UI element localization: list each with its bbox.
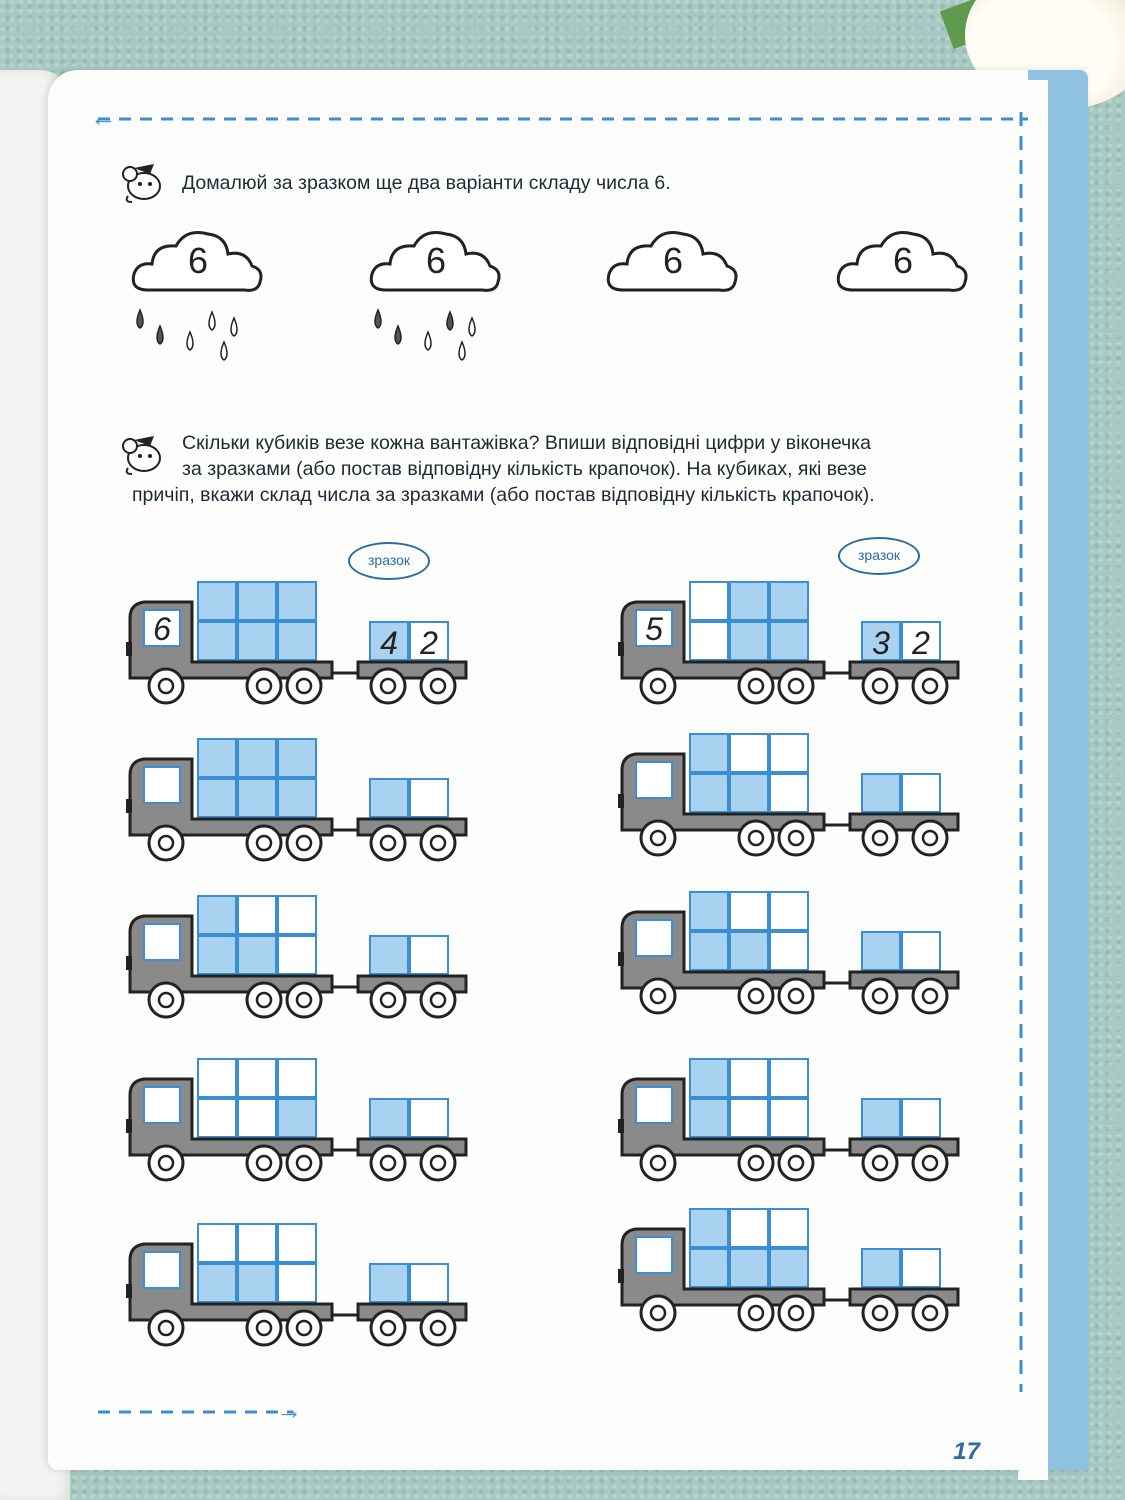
truck-window: [636, 920, 672, 956]
cargo-cube: [690, 1249, 728, 1287]
cloud-number: 6: [662, 240, 684, 281]
cargo-cube: [198, 1099, 236, 1137]
cargo-cube: [730, 1249, 768, 1287]
wheel-icon: [287, 669, 321, 703]
truck-10: [618, 1205, 978, 1325]
cargo-cube: [238, 1099, 276, 1137]
truck-6: [618, 888, 978, 1008]
truck-2: [618, 578, 978, 698]
wheel-icon: [913, 821, 947, 855]
wheel-icon: [287, 983, 321, 1017]
cargo-cube: [770, 932, 808, 970]
mouse-mascot-icon: [120, 160, 168, 204]
workbook-page: [48, 70, 1088, 1470]
trailer-number-2: 2: [912, 625, 930, 661]
truck-3: [126, 735, 486, 855]
cargo-cube: [278, 896, 316, 934]
wheel-icon: [863, 1296, 897, 1330]
cargo-cube: [238, 1224, 276, 1262]
task2-instruction-line-2: за зразками (або постав відповідну кількість крапочок). На кубиках, які везе: [182, 458, 867, 480]
cargo-cube: [278, 1264, 316, 1302]
cargo-cube: [770, 582, 808, 620]
trailer-cube-2: [902, 1249, 940, 1287]
cargo-cube: [238, 582, 276, 620]
cloud-number: 6: [187, 240, 209, 281]
cargo-cube: [238, 622, 276, 660]
dark-raindrop: [447, 312, 453, 330]
truck-total-number: 5: [645, 611, 663, 647]
dark-raindrop: [375, 310, 381, 328]
trailer-cube-2: [410, 1264, 448, 1302]
cargo-cube: [690, 734, 728, 772]
dashed-line-bottom: [98, 1405, 298, 1419]
light-raindrop: [221, 342, 227, 360]
wheel-icon: [913, 669, 947, 703]
wheel-icon: [371, 1146, 405, 1180]
dashed-line-top: [98, 112, 1028, 126]
cargo-cube: [278, 779, 316, 817]
cargo-cube: [198, 582, 236, 620]
cargo-cube: [278, 622, 316, 660]
wheel-icon: [287, 826, 321, 860]
cloud-number: 6: [892, 240, 914, 281]
cloud-number: 6: [425, 240, 447, 281]
cargo-cube: [770, 622, 808, 660]
mouse-mascot-icon-2: [120, 432, 168, 476]
light-raindrop: [187, 332, 193, 350]
cloud-2: [366, 220, 506, 400]
cargo-cube: [238, 739, 276, 777]
cargo-cube: [198, 622, 236, 660]
cargo-cube: [730, 734, 768, 772]
wheel-icon: [421, 1146, 455, 1180]
trailer-cube-1: [862, 932, 900, 970]
light-raindrop: [459, 342, 465, 360]
cloud-3: [603, 220, 743, 400]
truck-5: [126, 892, 486, 1012]
cargo-cube: [730, 1209, 768, 1247]
trailer-cube-1: [370, 1264, 408, 1302]
wheel-icon: [371, 1311, 405, 1345]
wheel-icon: [247, 1311, 281, 1345]
cargo-cube: [730, 892, 768, 930]
trailer-cube-1: [370, 936, 408, 974]
light-raindrop: [469, 318, 475, 336]
cargo-cube: [238, 1059, 276, 1097]
cargo-cube: [238, 936, 276, 974]
wheel-icon: [421, 669, 455, 703]
wheel-icon: [149, 1146, 183, 1180]
cargo-cube: [730, 774, 768, 812]
dark-raindrop: [137, 310, 143, 328]
truck-window: [144, 1087, 180, 1123]
wheel-icon: [641, 669, 675, 703]
cargo-cube: [198, 1224, 236, 1262]
wheel-icon: [779, 821, 813, 855]
cloud-4: [833, 220, 973, 400]
wheel-icon: [641, 1146, 675, 1180]
cargo-cube: [238, 896, 276, 934]
trailer-cube-2: [902, 774, 940, 812]
cargo-cube: [198, 779, 236, 817]
wheel-icon: [739, 821, 773, 855]
truck-total-number: 6: [153, 611, 171, 647]
truck-7: [126, 1055, 486, 1175]
task2-instruction-line-1: Скільки кубиків везе кожна вантажівка? Впиши відповідні цифри у віконечка: [182, 432, 871, 454]
cargo-cube: [198, 896, 236, 934]
wheel-icon: [779, 1146, 813, 1180]
trailer-cube-2: [410, 1099, 448, 1137]
cargo-cube: [198, 1264, 236, 1302]
trailer-cube-2: [410, 936, 448, 974]
cargo-cube: [690, 892, 728, 930]
cloud-1: [128, 220, 268, 400]
cargo-cube: [278, 1224, 316, 1262]
cargo-cube: [770, 1059, 808, 1097]
wheel-icon: [247, 983, 281, 1017]
trailer-cube-1: [862, 1099, 900, 1137]
task1-instruction: Домалюй за зразком ще два варіанти складу числа 6.: [182, 172, 671, 194]
wheel-icon: [779, 1296, 813, 1330]
truck-9: [126, 1220, 486, 1340]
cargo-cube: [278, 1099, 316, 1137]
cargo-cube: [198, 936, 236, 974]
trailer-cube-1: [862, 1249, 900, 1287]
truck-4: [618, 730, 978, 850]
wheel-icon: [913, 1296, 947, 1330]
wheel-icon: [779, 669, 813, 703]
cargo-cube: [278, 582, 316, 620]
cargo-cube: [690, 1099, 728, 1137]
wheel-icon: [739, 1146, 773, 1180]
cargo-cube: [690, 932, 728, 970]
truck-window: [144, 924, 180, 960]
light-raindrop: [209, 312, 215, 330]
trailer-cube-2: [410, 779, 448, 817]
wheel-icon: [641, 1296, 675, 1330]
cargo-cube: [690, 774, 728, 812]
wheel-icon: [287, 1311, 321, 1345]
trailer-number-1: 3: [872, 625, 890, 661]
cargo-cube: [198, 739, 236, 777]
trailer-number-2: 2: [420, 625, 438, 661]
wheel-icon: [739, 669, 773, 703]
light-raindrop: [425, 332, 431, 350]
wheel-icon: [421, 1311, 455, 1345]
wheel-icon: [421, 983, 455, 1017]
wheel-icon: [913, 979, 947, 1013]
cargo-cube: [730, 622, 768, 660]
wheel-icon: [739, 1296, 773, 1330]
cargo-cube: [730, 582, 768, 620]
trailer-cube-1: [370, 779, 408, 817]
cargo-cube: [278, 739, 316, 777]
task2-instruction-line-3: причіп, вкажи склад числа за зразками (або постав відповідну кількість крапочок).: [132, 484, 875, 506]
dark-raindrop: [157, 326, 163, 344]
truck-window: [636, 762, 672, 798]
dashed-line-right: [1016, 112, 1026, 1392]
cargo-cube: [690, 582, 728, 620]
cargo-cube: [770, 734, 808, 772]
cargo-cube: [278, 1059, 316, 1097]
wheel-icon: [149, 1311, 183, 1345]
wheel-icon: [779, 979, 813, 1013]
cargo-cube: [690, 622, 728, 660]
wheel-icon: [739, 979, 773, 1013]
cargo-cube: [770, 1099, 808, 1137]
wheel-icon: [863, 979, 897, 1013]
wheel-icon: [287, 1146, 321, 1180]
cargo-cube: [690, 1209, 728, 1247]
cargo-cube: [770, 774, 808, 812]
cargo-cube: [198, 1059, 236, 1097]
trailer-cube-2: [902, 1099, 940, 1137]
wheel-icon: [247, 669, 281, 703]
dark-raindrop: [395, 326, 401, 344]
sample-label-right: зразок: [838, 537, 920, 575]
cargo-cube: [278, 936, 316, 974]
wheel-icon: [149, 669, 183, 703]
trailer-number-1: 4: [380, 625, 398, 661]
wheel-icon: [863, 669, 897, 703]
wheel-icon: [421, 826, 455, 860]
cargo-cube: [770, 1249, 808, 1287]
wheel-icon: [247, 826, 281, 860]
arrow-left-icon: ←: [90, 102, 116, 132]
trailer-cube-1: [862, 774, 900, 812]
arrow-right-icon: →: [276, 1395, 302, 1425]
wheel-icon: [641, 821, 675, 855]
cargo-cube: [730, 932, 768, 970]
light-raindrop: [231, 318, 237, 336]
page-number: 17: [953, 1438, 980, 1465]
wheel-icon: [641, 979, 675, 1013]
wheel-icon: [371, 669, 405, 703]
cargo-cube: [238, 779, 276, 817]
trailer-cube-1: [370, 1099, 408, 1137]
wheel-icon: [371, 983, 405, 1017]
wheel-icon: [863, 1146, 897, 1180]
cargo-cube: [770, 892, 808, 930]
cargo-cube: [730, 1059, 768, 1097]
truck-8: [618, 1055, 978, 1175]
wheel-icon: [149, 826, 183, 860]
truck-1: [126, 578, 486, 698]
wheel-icon: [863, 821, 897, 855]
wheel-icon: [371, 826, 405, 860]
sample-label-left: зразок: [348, 542, 430, 580]
truck-window: [636, 1087, 672, 1123]
wheel-icon: [149, 983, 183, 1017]
truck-window: [144, 1252, 180, 1288]
truck-window: [636, 1237, 672, 1273]
cargo-cube: [238, 1264, 276, 1302]
wheel-icon: [247, 1146, 281, 1180]
trailer-cube-2: [902, 932, 940, 970]
truck-window: [144, 767, 180, 803]
wheel-icon: [913, 1146, 947, 1180]
cargo-cube: [690, 1059, 728, 1097]
wavy-border: [1008, 80, 1048, 1480]
cargo-cube: [730, 1099, 768, 1137]
cargo-cube: [770, 1209, 808, 1247]
